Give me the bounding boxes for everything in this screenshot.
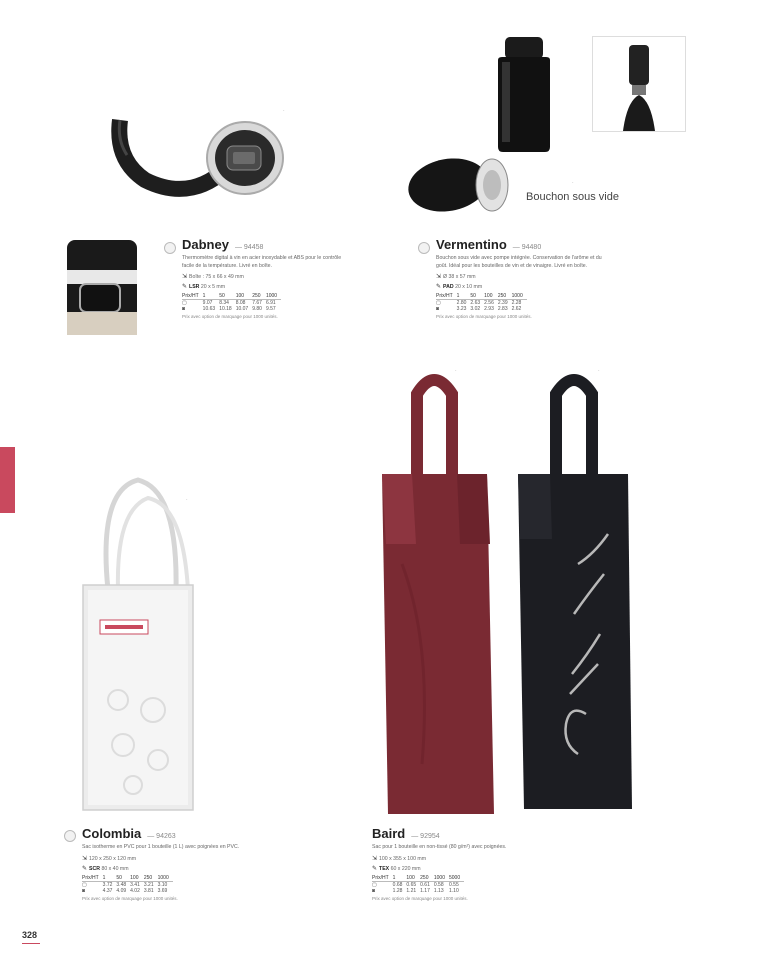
price-table: Prix/HT 1 100 250 1000 5000 ▢ 0.68 0.65 0.61 0.58 0.55 ◙ 1.28 1.21 1.17 1.13 1.10 [372, 875, 464, 894]
table-row: ◙ 3.23 3.02 2.93 2.83 2.62 [436, 306, 522, 313]
table-row: ◙ 10.63 10.18 10.07 9.80 9.57 [182, 306, 276, 313]
price-table: Prix/HT 1 50 100 250 1000 ▢ 9.07 8.34 8.08 7.67 6.91 ◙ 10.63 10.18 10.07 9.80 9.57 [182, 293, 281, 312]
ruler-icon: ⇲ [182, 274, 188, 281]
table-row: ▢ 3.72 3.48 3.41 3.21 3.10 [82, 881, 168, 888]
price-table: Prix/HT 1 50 100 250 1000 ▢ 3.72 3.48 3.41 3.21 3.10 ◙ 4.37 4.09 4.02 3.81 3.69 [82, 875, 173, 894]
print-icon: ◙ [436, 306, 440, 313]
product-dimensions: ⇲ 120 x 250 x 120 mm [82, 855, 137, 862]
thermometer-image [105, 100, 290, 220]
cooler-bag-image [78, 470, 203, 820]
table-row: ◙ 4.37 4.09 4.02 3.81 3.69 [82, 887, 168, 894]
table-row: ▢ 9.07 8.34 8.08 7.67 6.91 [182, 300, 276, 307]
product-vermentino [436, 237, 626, 319]
bottle-thumbnail-image [62, 240, 142, 335]
price-note: Prix avec option de marquage pour 1000 unités. [436, 314, 532, 320]
product-print: ✎ TEX 60 x 220 mm [372, 865, 421, 872]
ruler-icon: ⇲ [82, 855, 88, 862]
pen-icon: ✎ [372, 865, 378, 872]
product-description: Thermomètre digital à vin en acier inoxydable et ABS pour le contrôle facile de la température. Livré en boîte. [182, 255, 342, 269]
product-dimensions: ⇲ Ø 38 x 57 mm [436, 274, 476, 281]
product-icon [418, 242, 430, 254]
table-row: ▢ 2.80 2.63 2.56 2.39 2.28 [436, 300, 522, 307]
product-icon [164, 242, 176, 254]
product-code: — 92954 [411, 833, 440, 840]
stopper-detail-frame [592, 36, 686, 132]
product-code: — 94263 [147, 833, 176, 840]
price-table: Prix/HT 1 50 100 250 1000 ▢ 2.80 2.63 2.56 2.39 2.28 ◙ 3.23 3.02 2.93 2.83 2.62 [436, 293, 527, 312]
product-dabney [182, 237, 372, 319]
product-print: ✎ SCR 80 x 40 mm [82, 865, 129, 872]
box-icon: ▢ [372, 881, 377, 888]
product-colombia [82, 826, 272, 901]
pen-icon: ✎ [182, 284, 188, 291]
pen-icon: ✎ [436, 284, 442, 291]
stopper-in-bottle-image [593, 37, 685, 131]
black-bag-image [508, 364, 638, 819]
ruler-icon: ⇲ [372, 855, 378, 862]
print-icon: ◙ [182, 306, 186, 313]
product-name: Vermentino [436, 237, 507, 252]
image-code-label: · [455, 368, 457, 374]
product-dimensions: ⇲ 100 x 355 x 100 mm [372, 855, 427, 862]
image-code-label: · [283, 108, 285, 114]
stopper-image-lying [400, 145, 520, 235]
pen-icon: ✎ [82, 865, 88, 872]
box-icon: ▢ [436, 300, 441, 307]
box-icon: ▢ [82, 881, 87, 888]
product-description: Bouchon sous vide avec pompe intégrée. Conservation de l'arôme et du goût. Idéal pour les bouteilles de vin et de vinaigre. Livré en boîte. [436, 255, 602, 269]
print-icon: ◙ [82, 887, 86, 894]
price-note: Prix avec option de marquage pour 1000 unités. [182, 314, 278, 320]
box-icon: ▢ [182, 300, 187, 307]
product-print: ✎ PAD 20 x 10 mm [436, 284, 483, 291]
price-note: Prix avec option de marquage pour 1000 unités. [82, 895, 178, 901]
image-code-label: · [598, 368, 600, 374]
product-code: — 94458 [234, 244, 264, 251]
price-note: Prix avec option de marquage pour 1000 unités. [372, 895, 468, 901]
caption-marker: · [572, 180, 574, 186]
product-icon [64, 830, 76, 842]
product-description: Sac pour 1 bouteille en non-tissé (80 g/m²) avec poignées. [372, 844, 507, 850]
table-row: ▢ 0.68 0.65 0.61 0.58 0.55 [372, 881, 459, 888]
product-dimensions: ⇲ Boîte : 75 x 66 x 49 mm [182, 274, 244, 281]
ruler-icon: ⇲ [436, 274, 442, 281]
image-code-label: · [186, 497, 188, 503]
print-icon: ◙ [372, 887, 376, 894]
product-description: Sac isotherme en PVC pour 1 bouteille (1 L) avec poignées en PVC. [82, 844, 240, 850]
product-baird [372, 826, 562, 901]
page-number: 328 [22, 930, 38, 940]
page-number-rule [22, 943, 40, 944]
table-row: ◙ 1.28 1.21 1.17 1.13 1.10 [372, 887, 459, 894]
product-name: Baird [372, 826, 406, 841]
red-bag-image [372, 364, 497, 824]
product-name: Dabney [182, 237, 229, 252]
product-print: ✎ LSR 20 x 5 mm [182, 284, 226, 291]
stopper-image-upright [490, 32, 560, 157]
bouchon-caption: Bouchon sous vide [526, 191, 619, 203]
product-name: Colombia [82, 826, 142, 841]
section-accent-tab [0, 447, 15, 513]
product-code: — 94480 [512, 244, 542, 251]
